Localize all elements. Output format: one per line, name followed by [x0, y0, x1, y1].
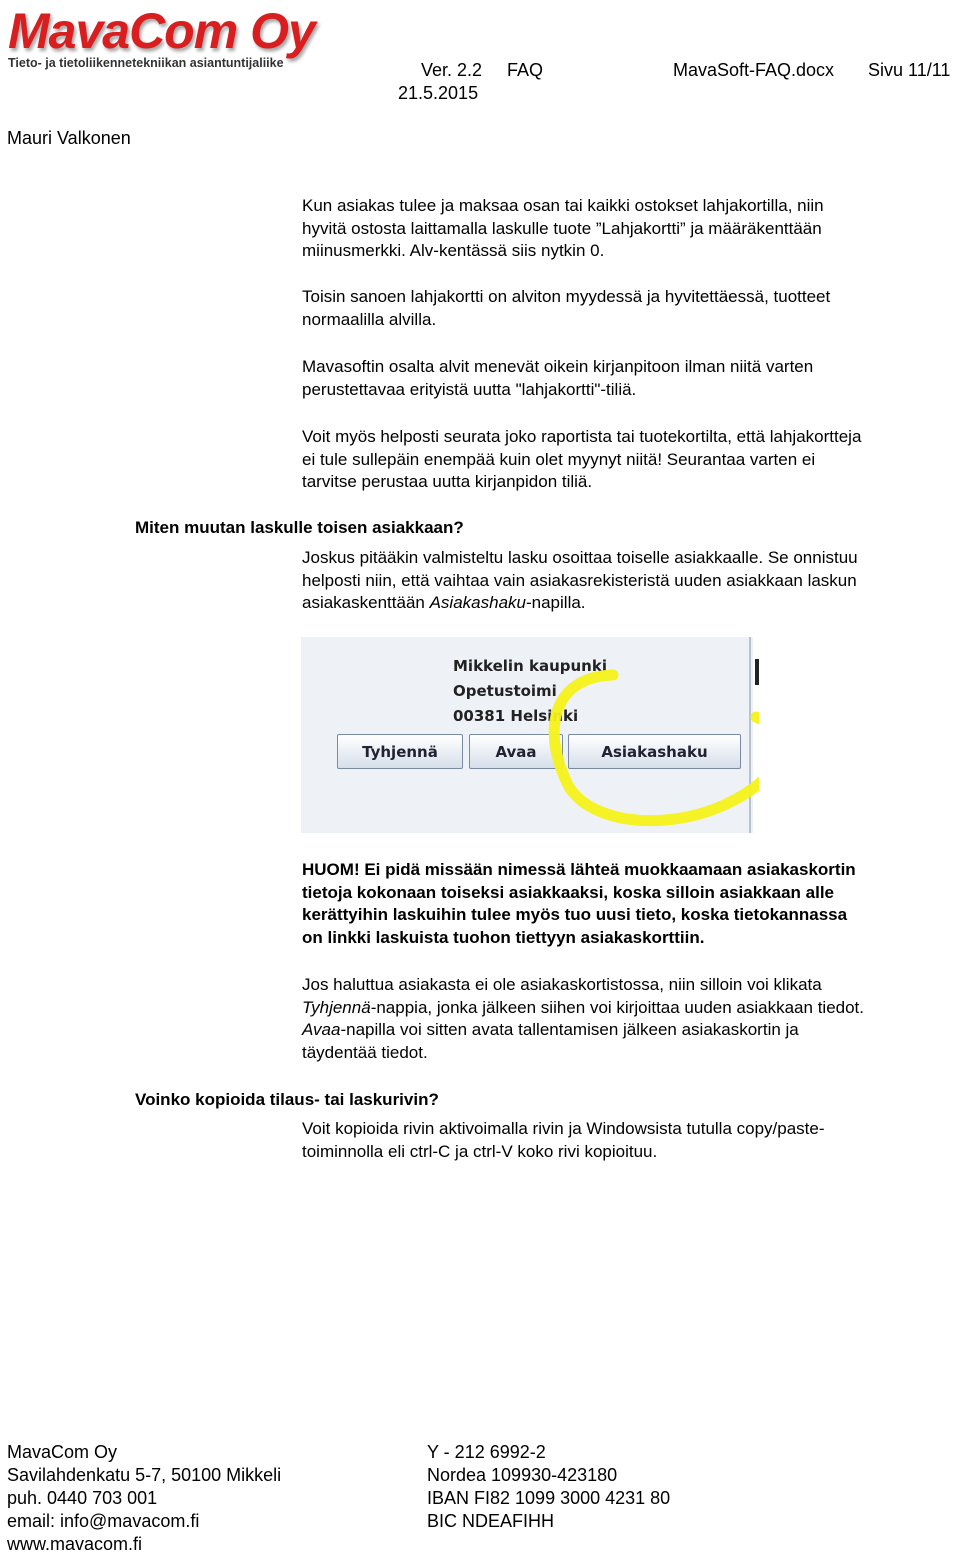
text-span: -napilla voi sitten avata tallentamisen jälkeen asiakaskortin ja — [340, 1020, 799, 1039]
open-button[interactable]: Avaa — [469, 734, 563, 769]
text-line: täydentää tiedot. — [302, 1042, 428, 1062]
company-tagline: Tieto- ja tietoliikennetekniikan asiantuntijaliike — [8, 56, 284, 70]
text-line — [302, 1019, 864, 1042]
button-name-emphasis: Avaa — [302, 1020, 341, 1039]
footer-iban: IBAN FI82 1099 3000 4231 80 — [427, 1488, 671, 1508]
button-name-emphasis: Asiakashaku — [429, 593, 526, 612]
footer-bic: BIC NDEAFIHH — [427, 1511, 555, 1531]
customer-postal-line: 00381 Helsinki — [453, 707, 579, 725]
paragraph-gift-card — [302, 195, 824, 263]
footer-business-id: Y - 212 6992-2 — [427, 1442, 546, 1462]
paragraph-new-customer — [302, 974, 864, 1064]
company-logo: MavaCom Oy — [8, 3, 315, 59]
faq-question-copy-row: Voinko kopioida tilaus- tai laskurivin? — [135, 1090, 439, 1109]
doc-type: FAQ — [507, 60, 544, 80]
footer-business-info — [427, 1441, 670, 1533]
doc-author: Mauri Valkonen — [7, 128, 131, 148]
text-line: Joskus pitääkin valmisteltu lasku osoittaa toiselle asiakkaalle. Se onnistuu — [302, 548, 858, 567]
text-line: on linkki laskuista tuohon tiettyyn asiakaskorttiin. — [302, 927, 705, 947]
important-note — [302, 859, 856, 949]
highlight-stroke — [554, 675, 759, 821]
faq-answer-copy-row — [302, 1118, 825, 1163]
text-line: helposti niin, että vaihtaa vain asiakasrekisteristä uuden asiakkaan laskun — [302, 570, 857, 590]
paragraph-vat — [302, 286, 830, 331]
footer-address: Savilahdenkatu 5-7, 50100 Mikkeli — [7, 1465, 282, 1485]
text-line: Voit myös helposti seurata joko raportista tai tuotekortilta, että lahjakortteja — [302, 427, 862, 446]
text-line: hyvitä ostosta laittamalla laskulle tuote ”Lahjakortti” ja määräkenttään — [302, 218, 822, 238]
text-line: Voit kopioida rivin aktivoimalla rivin ja Windowsista tutulla copy/paste- — [302, 1119, 825, 1138]
text-line: kerättyihin laskuihin tulee myös tuo uusi tieto, koska tietokannassa — [302, 905, 848, 924]
text-line: ei tule sullepäin enempää kuin olet myynyt niitä! Seurantaa varten ei — [302, 449, 816, 469]
highlight-circle — [301, 637, 759, 833]
customer-panel-screenshot — [301, 637, 759, 833]
text-span: -nappia, jonka jälkeen siihen voi kirjoittaa uuden asiakkaan tiedot. — [370, 997, 865, 1017]
text-line: Kun asiakas tulee ja maksaa osan tai kaikki ostokset lahjakortilla, niin — [302, 196, 824, 215]
footer-contact — [7, 1441, 281, 1556]
text-line: tarvitse perustaa uutta kirjanpidon tiliä. — [302, 472, 593, 491]
footer-phone: puh. 0440 703 001 — [7, 1488, 158, 1508]
text-line: perustettavaa erityistä uutta "lahjakortti"-tiliä. — [302, 379, 637, 399]
customer-name-line: Mikkelin kaupunki — [453, 657, 607, 675]
text-line: normaalilla alvilla. — [302, 309, 437, 329]
text-line — [302, 592, 858, 615]
text-line: toiminnolla eli ctrl-C ja ctrl-V koko rivi kopioituu. — [302, 1141, 658, 1161]
text-line — [302, 997, 864, 1020]
faq-question-change-customer: Miten muutan laskulle toisen asiakkaan? — [135, 518, 464, 537]
doc-date: 21.5.2015 — [398, 83, 479, 103]
footer-bank-account: Nordea 109930-423180 — [427, 1465, 618, 1485]
customer-search-button[interactable]: Asiakashaku — [568, 734, 741, 769]
text-span: asiakaskenttään — [302, 593, 430, 612]
text-line: Mavasoftin osalta alvit menevät oikein kirjanpitoon ilman niitä varten — [302, 357, 814, 376]
paragraph-tracking — [302, 426, 861, 494]
text-line: HUOM! Ei pidä missään nimessä lähteä muokkaamaan asiakaskortin — [302, 860, 856, 879]
text-line: Toisin sanoen lahjakortti on alviton myydessä ja hyvitettäessä, tuotteet — [302, 287, 831, 306]
doc-filename: MavaSoft-FAQ.docx — [673, 60, 835, 80]
doc-version: Ver. 2.2 — [421, 60, 483, 80]
footer-company: MavaCom Oy — [7, 1442, 118, 1462]
button-name-emphasis: Tyhjennä — [302, 997, 371, 1017]
text-span: -napilla. — [525, 593, 586, 612]
footer-website: www.mavacom.fi — [7, 1534, 143, 1554]
footer-email: email: info@mavacom.fi — [7, 1511, 200, 1531]
customer-department-line: Opetustoimi — [453, 682, 557, 700]
paragraph-accounting — [302, 356, 813, 401]
text-line: Jos haluttua asiakasta ei ole asiakaskortistossa, niin silloin voi klikata — [302, 975, 822, 994]
clear-button[interactable]: Tyhjennä — [337, 734, 463, 769]
page-number: Sivu 11/11 — [868, 60, 951, 80]
text-line: miinusmerkki. Alv-kentässä siis nytkin 0. — [302, 241, 605, 260]
text-line: tietoja kokonaan toiseksi asiakkaaksi, koska silloin asiakkaan alle — [302, 882, 835, 902]
faq-answer-change-customer — [302, 547, 858, 615]
